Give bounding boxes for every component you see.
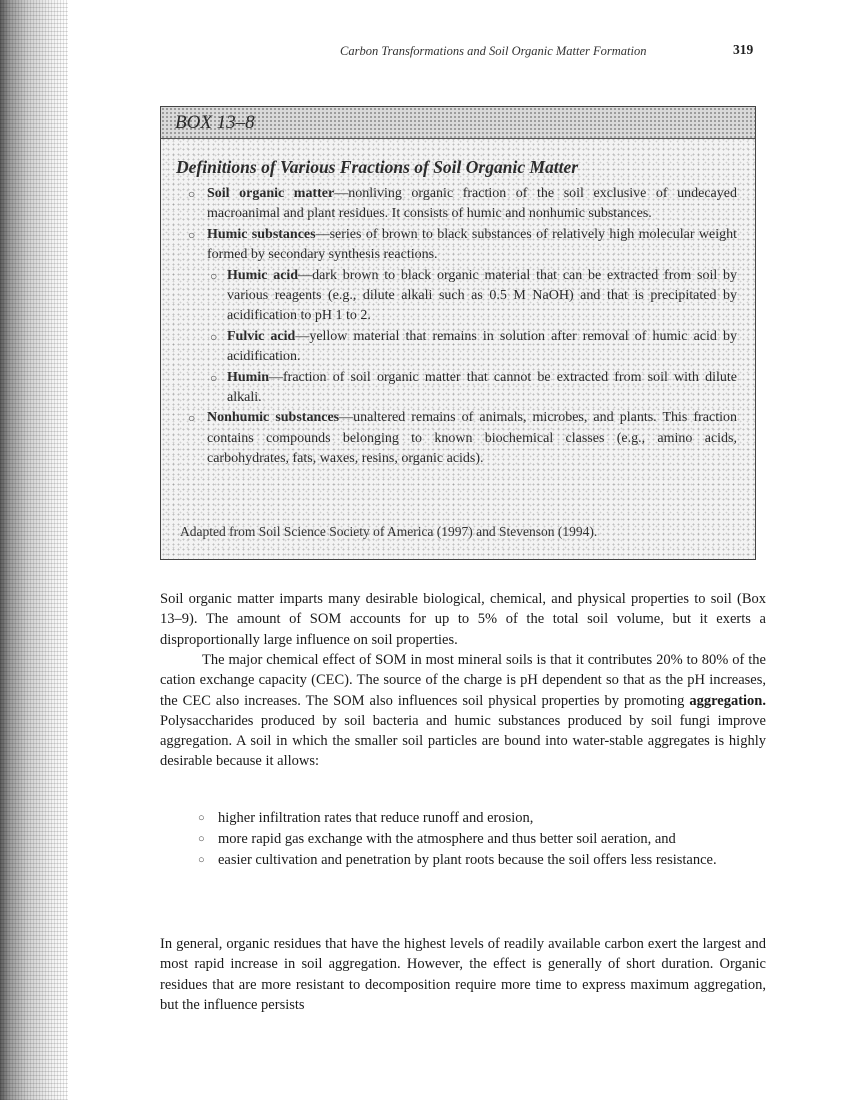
definition-subitem <box>183 266 737 327</box>
box-title: Definitions of Various Fractions of Soil Organic Matter <box>176 157 579 177</box>
bullet-icon: ○ <box>210 268 218 283</box>
list-item <box>196 829 768 850</box>
running-header-title: Carbon Transformations and Soil Organic Matter Formation <box>340 44 647 58</box>
definitions-box <box>160 106 756 560</box>
list-item-text: easier cultivation and penetration by plant roots because the soil offers less resistance. <box>218 851 717 868</box>
definition-text: —fraction of soil organic matter that cannot be extracted from soil with dilute alkali. <box>227 369 737 406</box>
bullet-icon: ○ <box>188 227 196 242</box>
definition-term: Humic substances <box>207 226 316 242</box>
definition-term: Humic acid <box>227 267 299 283</box>
definition-subitem <box>183 327 737 368</box>
definition-item <box>161 225 755 409</box>
definition-subitem <box>183 368 737 409</box>
bold-term: aggregation. <box>689 692 766 709</box>
definition-text: —dark brown to black organic material that can be extracted from soil by various reagents (e.g., dilute alkali such as 0.5 M NaOH) and that is precipitated by acidification to pH 1 to 2. <box>227 267 737 324</box>
body-paragraph: Soil organic matter imparts many desirable biological, chemical, and physical properties to soil (Box 13–9). The amount of SOM accounts for up to 5% of the total soil volume, but it exerts a disproportionally large influence on soil properties. <box>160 591 766 648</box>
definition-item <box>161 408 755 469</box>
definition-text: —unaltered remains of animals, microbes, and plants. This fraction contains compounds belonging to known biochemical classes (e.g., amino acids, carbohydrates, fats, waxes, resins, organic acids). <box>207 410 737 467</box>
definition-term: Nonhumic substances <box>207 410 340 426</box>
benefits-list <box>196 808 768 870</box>
list-item-text: more rapid gas exchange with the atmosphere and thus better soil aeration, and <box>218 830 676 847</box>
list-item <box>196 808 768 829</box>
definitions-list <box>161 184 755 470</box>
definition-term: Humin <box>227 369 270 385</box>
box-header <box>161 107 755 139</box>
bullet-icon: ○ <box>188 411 196 426</box>
humic-subtypes-list <box>207 266 737 409</box>
definition-item <box>161 184 755 225</box>
paragraph-text: The major chemical effect of SOM in most mineral soils is that it contributes 20% to 80% of the cation exchange capacity (CEC). The source of the charge is pH dependent so that as the pH increases, the CEC also increases. The SOM also influences soil physical properties by promoting <box>160 652 766 709</box>
bullet-icon: ○ <box>210 370 218 385</box>
definition-term: Fulvic acid <box>227 328 296 344</box>
list-item-text: higher infiltration rates that reduce runoff and erosion, <box>218 810 534 826</box>
box-label: BOX 13–8 <box>175 112 255 133</box>
definition-text: —nonliving organic fraction of the soil exclusive of undecayed macroanimal and plant residues. It consists of humic and nonhumic substances. <box>207 186 737 222</box>
list-item <box>196 850 768 871</box>
page-number: 319 <box>733 42 754 57</box>
paragraph-text: Polysaccharides produced by soil bacteria and humic substances produced by soil fungi improve aggregation. A soil in which the smaller soil particles are bound into water-stable aggregates is highly desirable because it allows: <box>160 712 766 770</box>
definition-term: Soil organic matter <box>207 186 335 201</box>
bullet-icon: ○ <box>198 853 205 866</box>
scanned-page-edge <box>0 0 68 1100</box>
body-paragraph <box>160 650 766 772</box>
bullet-icon: ○ <box>210 329 218 344</box>
bullet-icon: ○ <box>188 187 196 201</box>
definition-text: —yellow material that remains in solution after removal of humic acid by acidification. <box>227 328 737 365</box>
bullet-icon: ○ <box>198 832 205 845</box>
definition-text: —series of brown to black substances of relatively high molecular weight formed by secondary synthesis reactions. <box>207 226 738 263</box>
body-paragraph: In general, organic residues that have the highest levels of readily available carbon exert the largest and most rapid increase in soil aggregation. However, the effect is generally of short duration. Organic residues that are more resistant to decomposition require more time to express maximum aggregation, but the influence persists <box>160 936 766 1013</box>
bullet-icon: ○ <box>198 812 205 824</box>
box-source-citation: Adapted from Soil Science Society of America (1997) and Stevenson (1994). <box>180 524 598 539</box>
